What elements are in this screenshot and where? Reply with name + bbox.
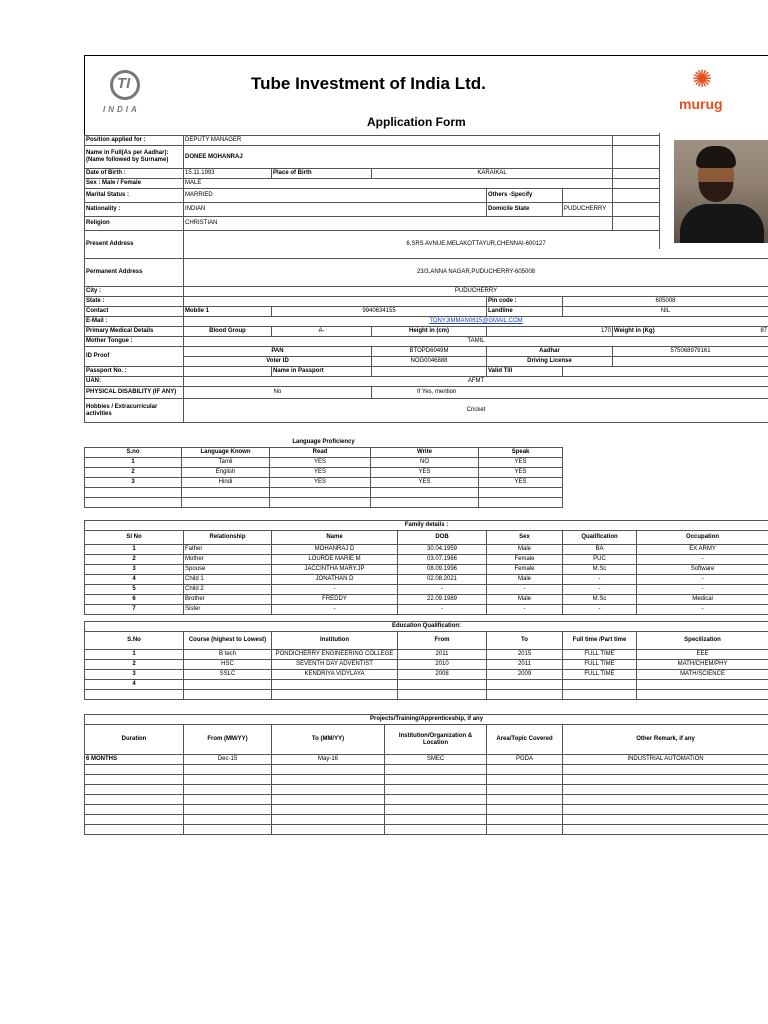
family-cell: 22.09.1989 (398, 595, 487, 605)
application-sheet (84, 55, 768, 835)
city-label: City : (85, 287, 184, 297)
language-cell (182, 498, 270, 508)
education-cell: KENDRIYA VIDYLAYA (272, 670, 398, 680)
language-header-0: S.no (85, 448, 182, 458)
domicile-label: Domicile State (487, 203, 563, 217)
marital-label: Marital Status : (85, 189, 184, 203)
education-header-5: Full time /Part time (563, 632, 637, 650)
education-cell: FULL TIME (563, 650, 637, 660)
family-cell: 1 (85, 545, 184, 555)
projects-header-2: To (MM/YY) (272, 725, 385, 755)
blood-group-label: Blood Group (184, 327, 272, 337)
mother-tongue-value: TAMIL (184, 337, 768, 347)
domicile-value: PUDUCHERRY (563, 203, 613, 217)
pob-label: Place of Birth (272, 169, 372, 179)
family-cell: Medical (637, 595, 768, 605)
family-cell: - (487, 585, 563, 595)
projects-cell (563, 775, 768, 785)
family-cell: - (637, 555, 768, 565)
language-cell (479, 498, 563, 508)
state-label: State : (85, 297, 184, 307)
projects-row (85, 775, 768, 785)
email-link[interactable]: TONYJIMMAN0615@GMAIL.COM (184, 317, 768, 327)
pan-value: BTOPD6049M (372, 347, 487, 357)
language-cell (371, 488, 479, 498)
religion-label: Religion (85, 217, 184, 231)
projects-cell: Dec-15 (184, 755, 272, 765)
uan-value: AFMT (184, 377, 768, 387)
family-cell: - (398, 605, 487, 615)
position-label: Position applied for : (85, 136, 184, 146)
family-row (85, 575, 768, 585)
family-row (85, 605, 768, 615)
education-cell (85, 690, 184, 700)
education-cell (184, 690, 272, 700)
family-cell: FREDDY (272, 595, 398, 605)
family-row (85, 555, 768, 565)
photo-portrait (674, 140, 768, 243)
family-header-4: Sex (487, 531, 563, 545)
language-cell: YES (479, 478, 563, 488)
dob-label: Date of Birth : (85, 169, 184, 179)
education-cell: 2011 (487, 660, 563, 670)
murugappa-logo (679, 68, 768, 118)
landline-label: Landline (487, 307, 563, 317)
education-cell: 2009 (487, 670, 563, 680)
projects-cell (272, 815, 385, 825)
valid-till-label: Valid Till (487, 367, 563, 377)
language-row (85, 498, 563, 508)
education-header-6: Specilization (637, 632, 768, 650)
candidate-photo (659, 133, 768, 249)
education-cell: SSLC (184, 670, 272, 680)
language-header-3: Write (371, 448, 479, 458)
family-header-0: Sl No (85, 531, 184, 545)
projects-cell (85, 765, 184, 775)
dob-value: 15.11.1993 (184, 169, 272, 179)
projects-cell: INDUSTRIAL AUTOMATION (563, 755, 768, 765)
education-title: Education Qualification: (85, 622, 768, 632)
pan-label: PAN (184, 347, 372, 357)
education-cell (563, 680, 637, 690)
projects-cell (563, 805, 768, 815)
language-cell: YES (270, 478, 371, 488)
language-cell: English (182, 468, 270, 478)
projects-header-5: Other Remark, if any (563, 725, 768, 755)
nationality-value: INDIAN (184, 203, 487, 217)
height-label: Height in (cm) (372, 327, 487, 337)
aadhar-label: Aadhar (487, 347, 613, 357)
language-row (85, 458, 563, 468)
education-row (85, 680, 768, 690)
disability-label: PHYSICAL DISABILITY (IF ANY) (85, 387, 184, 399)
position-value: DEPUTY MANAGER (184, 136, 613, 146)
family-cell: Brother (184, 595, 272, 605)
family-cell: JONATHAN D (272, 575, 398, 585)
education-cell (487, 680, 563, 690)
language-cell: YES (371, 478, 479, 488)
family-cell: - (563, 575, 637, 585)
education-cell: 2 (85, 660, 184, 670)
projects-cell (385, 795, 487, 805)
family-cell: Male (487, 595, 563, 605)
family-cell: BA (563, 545, 637, 555)
projects-header-0: Duration (85, 725, 184, 755)
language-cell: Tamil (182, 458, 270, 468)
logo-text: INDIA (103, 105, 140, 114)
family-header-3: DOB (398, 531, 487, 545)
family-cell: M.Sc (563, 595, 637, 605)
education-cell (272, 680, 398, 690)
projects-header-4: Area/Topic Covered (487, 725, 563, 755)
projects-row (85, 815, 768, 825)
language-cell (85, 488, 182, 498)
projects-cell (385, 775, 487, 785)
projects-cell (85, 795, 184, 805)
language-row (85, 468, 563, 478)
projects-cell (85, 785, 184, 795)
family-cell: - (487, 605, 563, 615)
others-label: Others -Specify (487, 189, 563, 203)
education-table (84, 621, 768, 700)
projects-cell (563, 795, 768, 805)
language-cell: 3 (85, 478, 182, 488)
projects-header-3: Institution/Organization & Location (385, 725, 487, 755)
city-value: PUDUCHERRY (184, 287, 768, 297)
family-row (85, 585, 768, 595)
tii-logo (99, 68, 151, 120)
projects-cell (85, 805, 184, 815)
pin-label: Pin code : (487, 297, 563, 307)
projects-cell (184, 795, 272, 805)
education-cell: MATH/CHEM/PHY (637, 660, 768, 670)
family-cell: Sister (184, 605, 272, 615)
projects-cell (487, 805, 563, 815)
height-value: 170 (487, 327, 613, 337)
family-cell: PUC (563, 555, 637, 565)
language-cell: YES (479, 458, 563, 468)
murugappa-flower-icon: ✺ (692, 66, 713, 93)
name-label: Name in Full(As per Aadhar): (Name followed by Surname) (85, 146, 184, 169)
language-cell (85, 498, 182, 508)
language-cell (479, 488, 563, 498)
family-header-5: Qualification (563, 531, 637, 545)
education-cell: B tech (184, 650, 272, 660)
family-cell: 3 (85, 565, 184, 575)
projects-cell (85, 815, 184, 825)
education-cell: 3 (85, 670, 184, 680)
nationality-label: Nationality : (85, 203, 184, 217)
education-cell: 2011 (398, 650, 487, 660)
projects-cell (184, 775, 272, 785)
voter-id-label: Voter ID (184, 357, 372, 367)
language-cell (270, 498, 371, 508)
language-cell: YES (270, 468, 371, 478)
education-cell (637, 690, 768, 700)
family-details-table (84, 520, 768, 615)
hobbies-label: Hobbies / Extracurricular activities (85, 399, 184, 423)
family-cell: EX ARMY (637, 545, 768, 555)
id-proof-label: ID Proof (85, 347, 184, 367)
family-cell: - (637, 605, 768, 615)
language-header-2: Read (270, 448, 371, 458)
sex-value: MALE (184, 179, 613, 189)
family-cell: 03.07.1966 (398, 555, 487, 565)
education-header-3: From (398, 632, 487, 650)
projects-row (85, 825, 768, 835)
projects-cell: PGDA (487, 755, 563, 765)
family-cell: - (563, 585, 637, 595)
family-cell: - (563, 605, 637, 615)
education-row (85, 650, 768, 660)
religion-value: CHRISTIAN (184, 217, 613, 231)
projects-cell (272, 785, 385, 795)
education-cell: 4 (85, 680, 184, 690)
partner-logo-text: murug (679, 96, 723, 112)
family-cell: - (637, 575, 768, 585)
projects-cell (487, 765, 563, 775)
hobbies-value: Cricket (184, 399, 768, 423)
projects-row (85, 755, 768, 765)
education-header-0: S.No (85, 632, 184, 650)
language-row (85, 488, 563, 498)
projects-row (85, 795, 768, 805)
projects-row (85, 785, 768, 795)
family-cell: 4 (85, 575, 184, 585)
present-address-label: Present Address (85, 231, 184, 259)
education-cell: SEVENTH DAY ADVENTIST (272, 660, 398, 670)
family-cell: 5 (85, 585, 184, 595)
permanent-address-value: 23/3,ANNA NAGAR,PUDUCHERRY-605008 (184, 259, 768, 287)
projects-cell (385, 815, 487, 825)
education-cell: FULL TIME (563, 660, 637, 670)
family-cell: - (272, 585, 398, 595)
language-header-4: Speak (479, 448, 563, 458)
education-cell: 2010 (398, 660, 487, 670)
projects-cell (184, 825, 272, 835)
language-cell: YES (479, 468, 563, 478)
education-cell (637, 680, 768, 690)
family-title: Family details : (85, 521, 768, 531)
family-cell: - (272, 605, 398, 615)
education-cell: PONDICHERRY ENGINEERING COLLEGE (272, 650, 398, 660)
education-cell (184, 680, 272, 690)
projects-title: Projects/Training/Apprenticeship, if any (85, 715, 768, 725)
education-cell (398, 690, 487, 700)
family-row (85, 565, 768, 575)
marital-value: MARRIED (184, 189, 487, 203)
education-cell: MATH/SCIENCE (637, 670, 768, 680)
language-cell: 2 (85, 468, 182, 478)
disability-value: No (184, 387, 372, 399)
family-header-1: Relationship (184, 531, 272, 545)
language-cell: NO (371, 458, 479, 468)
weight-label: Weight in (Kg) (614, 328, 655, 335)
education-cell: HSC (184, 660, 272, 670)
projects-cell: SMEC (385, 755, 487, 765)
aadhar-value: 575068979161 (613, 347, 768, 357)
sex-label: Sex : Male / Female (85, 179, 184, 189)
mobile-label: Mobile 1 (184, 307, 272, 317)
education-header-2: Institution (272, 632, 398, 650)
pob-value: KARAIKAL (372, 169, 613, 179)
projects-cell (272, 805, 385, 815)
language-title: Language Proficiency (85, 438, 563, 448)
education-cell (563, 690, 637, 700)
voter-id-value: NOG0046888 (372, 357, 487, 367)
present-address-value: 6,SRS AVNUE,MELAKOTTAYUR,CHENNAI-600127 (184, 231, 768, 259)
education-cell (487, 690, 563, 700)
form-title: Application Form (367, 115, 466, 129)
family-cell: M.Sc (563, 565, 637, 575)
projects-cell (272, 825, 385, 835)
projects-cell (385, 825, 487, 835)
weight-value: 87 (760, 328, 768, 335)
driving-license-label: Driving License (487, 357, 613, 367)
form-header (84, 55, 768, 135)
family-cell: Female (487, 565, 563, 575)
projects-cell (487, 825, 563, 835)
projects-header-1: From (MM/YY) (184, 725, 272, 755)
family-cell: 30.04.1959 (398, 545, 487, 555)
education-cell: FULL TIME (563, 670, 637, 680)
education-cell: 2008 (398, 670, 487, 680)
projects-cell (184, 815, 272, 825)
projects-cell (563, 765, 768, 775)
education-row (85, 690, 768, 700)
projects-cell (272, 795, 385, 805)
language-header-1: Language Known (182, 448, 270, 458)
education-header-4: To (487, 632, 563, 650)
name-in-passport-label: Name in Passport (272, 367, 372, 377)
family-cell: Male (487, 545, 563, 555)
family-cell: Child 2 (184, 585, 272, 595)
education-cell: 1 (85, 650, 184, 660)
email-label: E-Mail : (85, 317, 184, 327)
mobile-value: 9940634155 (272, 307, 487, 317)
family-cell: MOHANRAJ D (272, 545, 398, 555)
education-header-1: Course (highest to Lowest) (184, 632, 272, 650)
language-cell: YES (371, 468, 479, 478)
language-cell: 1 (85, 458, 182, 468)
family-cell: 08.09.1996 (398, 565, 487, 575)
company-name: Tube Investment of India Ltd. (251, 74, 486, 93)
projects-cell (85, 775, 184, 785)
pin-value: 605008 (563, 297, 768, 307)
family-cell: Female (487, 555, 563, 565)
family-cell: Mother (184, 555, 272, 565)
projects-cell: 6 MONTHS (85, 755, 184, 765)
family-cell: 02.08.2021 (398, 575, 487, 585)
projects-table (84, 714, 768, 835)
projects-cell (487, 815, 563, 825)
tii-logo-mark-icon: TI (110, 70, 140, 100)
language-row (85, 478, 563, 488)
family-cell: - (637, 585, 768, 595)
uan-label: UAN: (85, 377, 184, 387)
projects-cell (184, 805, 272, 815)
projects-cell (385, 805, 487, 815)
projects-cell (385, 785, 487, 795)
name-value: DONEE MOHANRAJ (184, 146, 613, 169)
family-cell: Spouse (184, 565, 272, 575)
education-row (85, 670, 768, 680)
family-cell: LOURDE MARIE M (272, 555, 398, 565)
education-row (85, 660, 768, 670)
blood-group-value: A- (272, 327, 372, 337)
projects-cell: May-16 (272, 755, 385, 765)
mother-tongue-label: Mother Tongue : (85, 337, 184, 347)
projects-cell (272, 765, 385, 775)
family-cell: Software (637, 565, 768, 575)
education-cell: 2015 (487, 650, 563, 660)
education-cell (272, 690, 398, 700)
family-cell: Child 1 (184, 575, 272, 585)
permanent-address-label: Permanent Address (85, 259, 184, 287)
projects-cell (487, 795, 563, 805)
family-cell: Male (487, 575, 563, 585)
education-cell (398, 680, 487, 690)
contact-label: Contact (85, 307, 184, 317)
passport-label: Passport No. : (85, 367, 184, 377)
language-cell (182, 488, 270, 498)
medical-label: Primary Medical Details (85, 327, 184, 337)
projects-cell (563, 815, 768, 825)
language-cell: Hindi (182, 478, 270, 488)
projects-cell (563, 825, 768, 835)
projects-row (85, 805, 768, 815)
projects-cell (184, 765, 272, 775)
family-cell: 7 (85, 605, 184, 615)
projects-cell (487, 775, 563, 785)
language-cell: YES (270, 458, 371, 468)
language-proficiency-table (84, 438, 563, 508)
family-header-6: Occupation (637, 531, 768, 545)
education-cell: EEE (637, 650, 768, 660)
projects-cell (385, 765, 487, 775)
projects-cell (563, 785, 768, 795)
landline-value: NIL (563, 307, 768, 317)
family-header-2: Name (272, 531, 398, 545)
language-cell (270, 488, 371, 498)
family-cell: - (398, 585, 487, 595)
projects-cell (487, 785, 563, 795)
projects-cell (272, 775, 385, 785)
family-cell: 6 (85, 595, 184, 605)
projects-cell (184, 785, 272, 795)
family-row (85, 545, 768, 555)
family-cell: JACCINTHA MARY.JP (272, 565, 398, 575)
family-cell: 2 (85, 555, 184, 565)
family-row (85, 595, 768, 605)
family-cell: Father (184, 545, 272, 555)
projects-cell (85, 825, 184, 835)
language-cell (371, 498, 479, 508)
projects-row (85, 765, 768, 775)
if-yes-mention: If Yes, mention (372, 387, 768, 399)
